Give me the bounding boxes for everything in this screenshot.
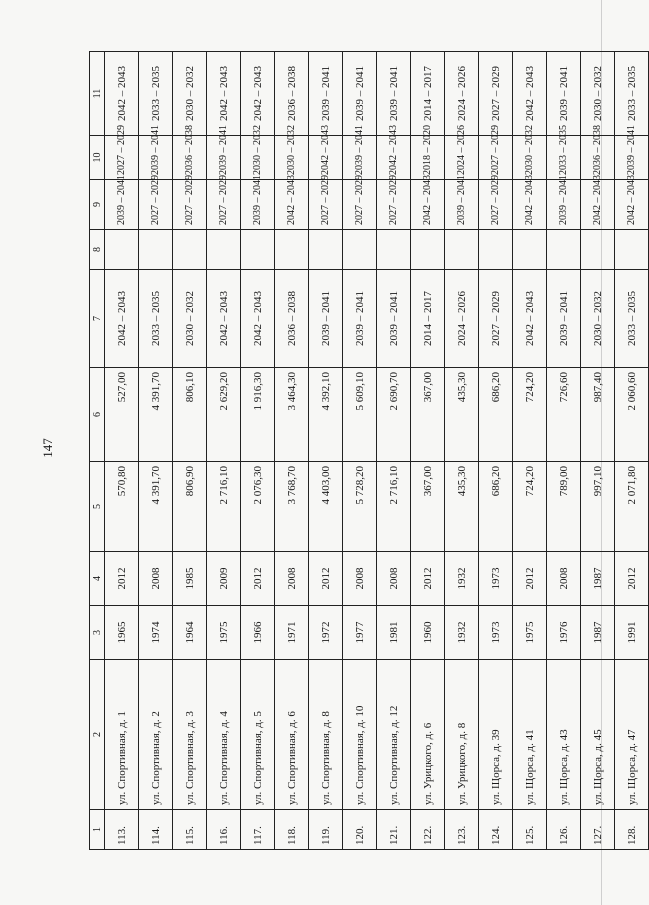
period-cell: 2042 – 2043 [309, 136, 343, 180]
row-number: 122. [411, 810, 445, 850]
address-cell: ул. Спортивная, д. 1 [105, 660, 139, 810]
address-cell: ул. Урицкого, д. 6 [411, 660, 445, 810]
empty-cell [139, 230, 173, 270]
column-number: 4 [90, 552, 105, 606]
period-cell: 2042 – 2043 [513, 270, 547, 368]
period-cell: 2027 – 2029 [377, 180, 411, 230]
built-year-cell: 1974 [139, 606, 173, 660]
column-number: 5 [90, 462, 105, 552]
period-cell: 2039 – 2041 [207, 136, 241, 180]
empty-cell [309, 230, 343, 270]
period-cell: 2030 – 2032 [581, 270, 615, 368]
period-cell: 2039 – 2041 [547, 270, 581, 368]
row-number: 123. [445, 810, 479, 850]
empty-cell [173, 230, 207, 270]
period-cell: 2039 – 2041 [445, 180, 479, 230]
period-cell: 2027 – 2029 [173, 180, 207, 230]
page-number: 147 [39, 438, 55, 458]
built-year-cell: 1971 [275, 606, 309, 660]
table-row [241, 52, 275, 850]
area-cell: 435,30 [445, 368, 479, 462]
year-cell: 2012 [241, 552, 275, 606]
period-cell: 2039 – 2041 [105, 180, 139, 230]
period-cell: 2027 – 2029 [309, 180, 343, 230]
area-cell: 686,20 [479, 368, 513, 462]
period-cell: 2042 – 2043 [513, 180, 547, 230]
address-cell: ул. Спортивная, д. 6 [275, 660, 309, 810]
table-row [479, 52, 513, 850]
period-cell: 2039 – 2041 [309, 52, 343, 136]
area-cell: 435,30 [445, 462, 479, 552]
area-cell: 1 916,30 [241, 368, 275, 462]
address-cell: ул. Спортивная, д. 8 [309, 660, 343, 810]
period-cell: 2042 – 2043 [241, 52, 275, 136]
area-cell: 686,20 [479, 462, 513, 552]
row-number: 118. [275, 810, 309, 850]
year-cell: 2012 [309, 552, 343, 606]
period-cell: 2030 – 2032 [275, 136, 309, 180]
period-cell: 2027 – 2029 [479, 52, 513, 136]
area-cell: 2 716,10 [377, 462, 411, 552]
year-cell: 1985 [173, 552, 207, 606]
area-cell: 4 391,70 [139, 462, 173, 552]
period-cell: 2027 – 2029 [139, 180, 173, 230]
built-year-cell: 1991 [615, 606, 649, 660]
built-year-cell: 1987 [581, 606, 615, 660]
area-cell: 527,00 [105, 368, 139, 462]
area-cell: 3 464,30 [275, 368, 309, 462]
period-cell: 2030 – 2032 [173, 52, 207, 136]
period-cell: 2033 – 2035 [615, 270, 649, 368]
period-cell: 2036 – 2038 [275, 52, 309, 136]
empty-cell [513, 230, 547, 270]
table-row [547, 52, 581, 850]
table-container [89, 52, 638, 850]
address-cell: ул. Спортивная, д. 12 [377, 660, 411, 810]
housing-register-table [89, 51, 649, 850]
period-cell: 2033 – 2035 [139, 270, 173, 368]
period-cell: 2027 – 2029 [105, 136, 139, 180]
period-cell: 2039 – 2041 [377, 52, 411, 136]
column-number: 8 [90, 230, 105, 270]
period-cell: 2039 – 2041 [343, 52, 377, 136]
row-number: 121. [377, 810, 411, 850]
built-year-cell: 1975 [207, 606, 241, 660]
address-cell: ул. Щорса, д. 47 [615, 660, 649, 810]
empty-cell [105, 230, 139, 270]
period-cell: 2042 – 2043 [207, 270, 241, 368]
period-cell: 2027 – 2029 [343, 180, 377, 230]
empty-cell [207, 230, 241, 270]
area-cell: 726,60 [547, 368, 581, 462]
area-cell: 987,40 [581, 368, 615, 462]
period-cell: 2024 – 2026 [445, 52, 479, 136]
area-cell: 806,10 [173, 368, 207, 462]
row-number: 113. [105, 810, 139, 850]
period-cell: 2033 – 2035 [547, 136, 581, 180]
table-row [581, 52, 615, 850]
period-cell: 2030 – 2032 [241, 136, 275, 180]
area-cell: 789,00 [547, 462, 581, 552]
empty-cell [445, 230, 479, 270]
area-cell: 5 609,10 [343, 368, 377, 462]
period-cell: 2030 – 2032 [513, 136, 547, 180]
table-row [207, 52, 241, 850]
built-year-cell: 1981 [377, 606, 411, 660]
empty-cell [411, 230, 445, 270]
empty-cell [547, 230, 581, 270]
year-cell: 2008 [547, 552, 581, 606]
period-cell: 2042 – 2043 [581, 180, 615, 230]
empty-cell [241, 230, 275, 270]
period-cell: 2042 – 2043 [105, 52, 139, 136]
period-cell: 2036 – 2038 [173, 136, 207, 180]
area-cell: 4 392,10 [309, 368, 343, 462]
row-number: 120. [343, 810, 377, 850]
empty-cell [581, 230, 615, 270]
area-cell: 2 076,30 [241, 462, 275, 552]
table-row [411, 52, 445, 850]
address-cell: ул. Спортивная, д. 10 [343, 660, 377, 810]
area-cell: 2 690,70 [377, 368, 411, 462]
address-cell: ул. Урицкого, д. 8 [445, 660, 479, 810]
period-cell: 2039 – 2041 [343, 270, 377, 368]
built-year-cell: 1972 [309, 606, 343, 660]
year-cell: 2012 [513, 552, 547, 606]
row-number: 117. [241, 810, 275, 850]
address-cell: ул. Щорса, д. 41 [513, 660, 547, 810]
period-cell: 2027 – 2029 [207, 180, 241, 230]
area-cell: 997,10 [581, 462, 615, 552]
period-cell: 2039 – 2041 [309, 270, 343, 368]
area-cell: 2 060,60 [615, 368, 649, 462]
table-row [445, 52, 479, 850]
table-row [343, 52, 377, 850]
year-cell: 2009 [207, 552, 241, 606]
period-cell: 2042 – 2043 [275, 180, 309, 230]
column-number: 7 [90, 270, 105, 368]
column-number-row [90, 52, 105, 850]
area-cell: 806,90 [173, 462, 207, 552]
area-cell: 367,00 [411, 368, 445, 462]
empty-cell [343, 230, 377, 270]
period-cell: 2039 – 2041 [377, 270, 411, 368]
year-cell: 2008 [139, 552, 173, 606]
area-cell: 367,00 [411, 462, 445, 552]
year-cell: 1932 [445, 552, 479, 606]
period-cell: 2039 – 2041 [139, 136, 173, 180]
period-cell: 2039 – 2041 [547, 180, 581, 230]
year-cell: 2008 [275, 552, 309, 606]
area-cell: 4 391,70 [139, 368, 173, 462]
address-cell: ул. Спортивная, д. 2 [139, 660, 173, 810]
address-cell: ул. Щорса, д. 39 [479, 660, 513, 810]
period-cell: 2014 – 2017 [411, 270, 445, 368]
row-number: 125. [513, 810, 547, 850]
address-cell: ул. Щорса, д. 43 [547, 660, 581, 810]
period-cell: 2033 – 2035 [615, 52, 649, 136]
period-cell: 2030 – 2032 [173, 270, 207, 368]
table-row [139, 52, 173, 850]
table-row [377, 52, 411, 850]
period-cell: 2042 – 2043 [105, 270, 139, 368]
row-number: 127. [581, 810, 615, 850]
area-cell: 724,20 [513, 368, 547, 462]
table-row [275, 52, 309, 850]
table-row [105, 52, 139, 850]
built-year-cell: 1960 [411, 606, 445, 660]
column-number: 10 [90, 136, 105, 180]
row-number: 116. [207, 810, 241, 850]
period-cell: 2039 – 2041 [547, 52, 581, 136]
empty-cell [479, 230, 513, 270]
period-cell: 2036 – 2038 [581, 136, 615, 180]
period-cell: 2024 – 2026 [445, 270, 479, 368]
row-number: 115. [173, 810, 207, 850]
area-cell: 2 629,20 [207, 368, 241, 462]
area-cell: 4 403,00 [309, 462, 343, 552]
period-cell: 2033 – 2035 [139, 52, 173, 136]
table-row [513, 52, 547, 850]
year-cell: 1973 [479, 552, 513, 606]
period-cell: 2042 – 2043 [377, 136, 411, 180]
column-number: 2 [90, 660, 105, 810]
column-number: 1 [90, 810, 105, 850]
built-year-cell: 1964 [173, 606, 207, 660]
empty-cell [275, 230, 309, 270]
period-cell: 2042 – 2043 [513, 52, 547, 136]
period-cell: 2030 – 2032 [581, 52, 615, 136]
row-number: 126. [547, 810, 581, 850]
period-cell: 2042 – 2043 [615, 180, 649, 230]
year-cell: 1987 [581, 552, 615, 606]
period-cell: 2024 – 2026 [445, 136, 479, 180]
period-cell: 2042 – 2043 [241, 270, 275, 368]
area-cell: 2 716,10 [207, 462, 241, 552]
area-cell: 570,80 [105, 462, 139, 552]
area-cell: 3 768,70 [275, 462, 309, 552]
table-body [105, 52, 649, 850]
column-number: 11 [90, 52, 105, 136]
area-cell: 724,20 [513, 462, 547, 552]
year-cell: 2008 [377, 552, 411, 606]
address-cell: ул. Щорса, д. 45 [581, 660, 615, 810]
period-cell: 2027 – 2029 [479, 270, 513, 368]
table-row [615, 52, 649, 850]
period-cell: 2018 – 2020 [411, 136, 445, 180]
address-cell: ул. Спортивная, д. 3 [173, 660, 207, 810]
period-cell: 2042 – 2043 [207, 52, 241, 136]
period-cell: 2036 – 2038 [275, 270, 309, 368]
period-cell: 2039 – 2041 [615, 136, 649, 180]
address-cell: ул. Спортивная, д. 5 [241, 660, 275, 810]
table-row [309, 52, 343, 850]
built-year-cell: 1932 [445, 606, 479, 660]
year-cell: 2008 [343, 552, 377, 606]
built-year-cell: 1973 [479, 606, 513, 660]
area-cell: 2 071,80 [615, 462, 649, 552]
built-year-cell: 1966 [241, 606, 275, 660]
empty-cell [377, 230, 411, 270]
year-cell: 2012 [615, 552, 649, 606]
period-cell: 2039 – 2041 [241, 180, 275, 230]
built-year-cell: 1977 [343, 606, 377, 660]
area-cell: 5 728,20 [343, 462, 377, 552]
year-cell: 2012 [105, 552, 139, 606]
row-number: 119. [309, 810, 343, 850]
address-cell: ул. Спортивная, д. 4 [207, 660, 241, 810]
column-number: 9 [90, 180, 105, 230]
built-year-cell: 1975 [513, 606, 547, 660]
period-cell: 2039 – 2041 [343, 136, 377, 180]
row-number: 114. [139, 810, 173, 850]
built-year-cell: 1965 [105, 606, 139, 660]
period-cell: 2014 – 2017 [411, 52, 445, 136]
column-number: 3 [90, 606, 105, 660]
period-cell: 2042 – 2043 [411, 180, 445, 230]
row-number: 124. [479, 810, 513, 850]
period-cell: 2027 – 2029 [479, 180, 513, 230]
empty-cell [615, 230, 649, 270]
year-cell: 2012 [411, 552, 445, 606]
column-number: 6 [90, 368, 105, 462]
built-year-cell: 1976 [547, 606, 581, 660]
row-number: 128. [615, 810, 649, 850]
table-row [173, 52, 207, 850]
period-cell: 2027 – 2029 [479, 136, 513, 180]
